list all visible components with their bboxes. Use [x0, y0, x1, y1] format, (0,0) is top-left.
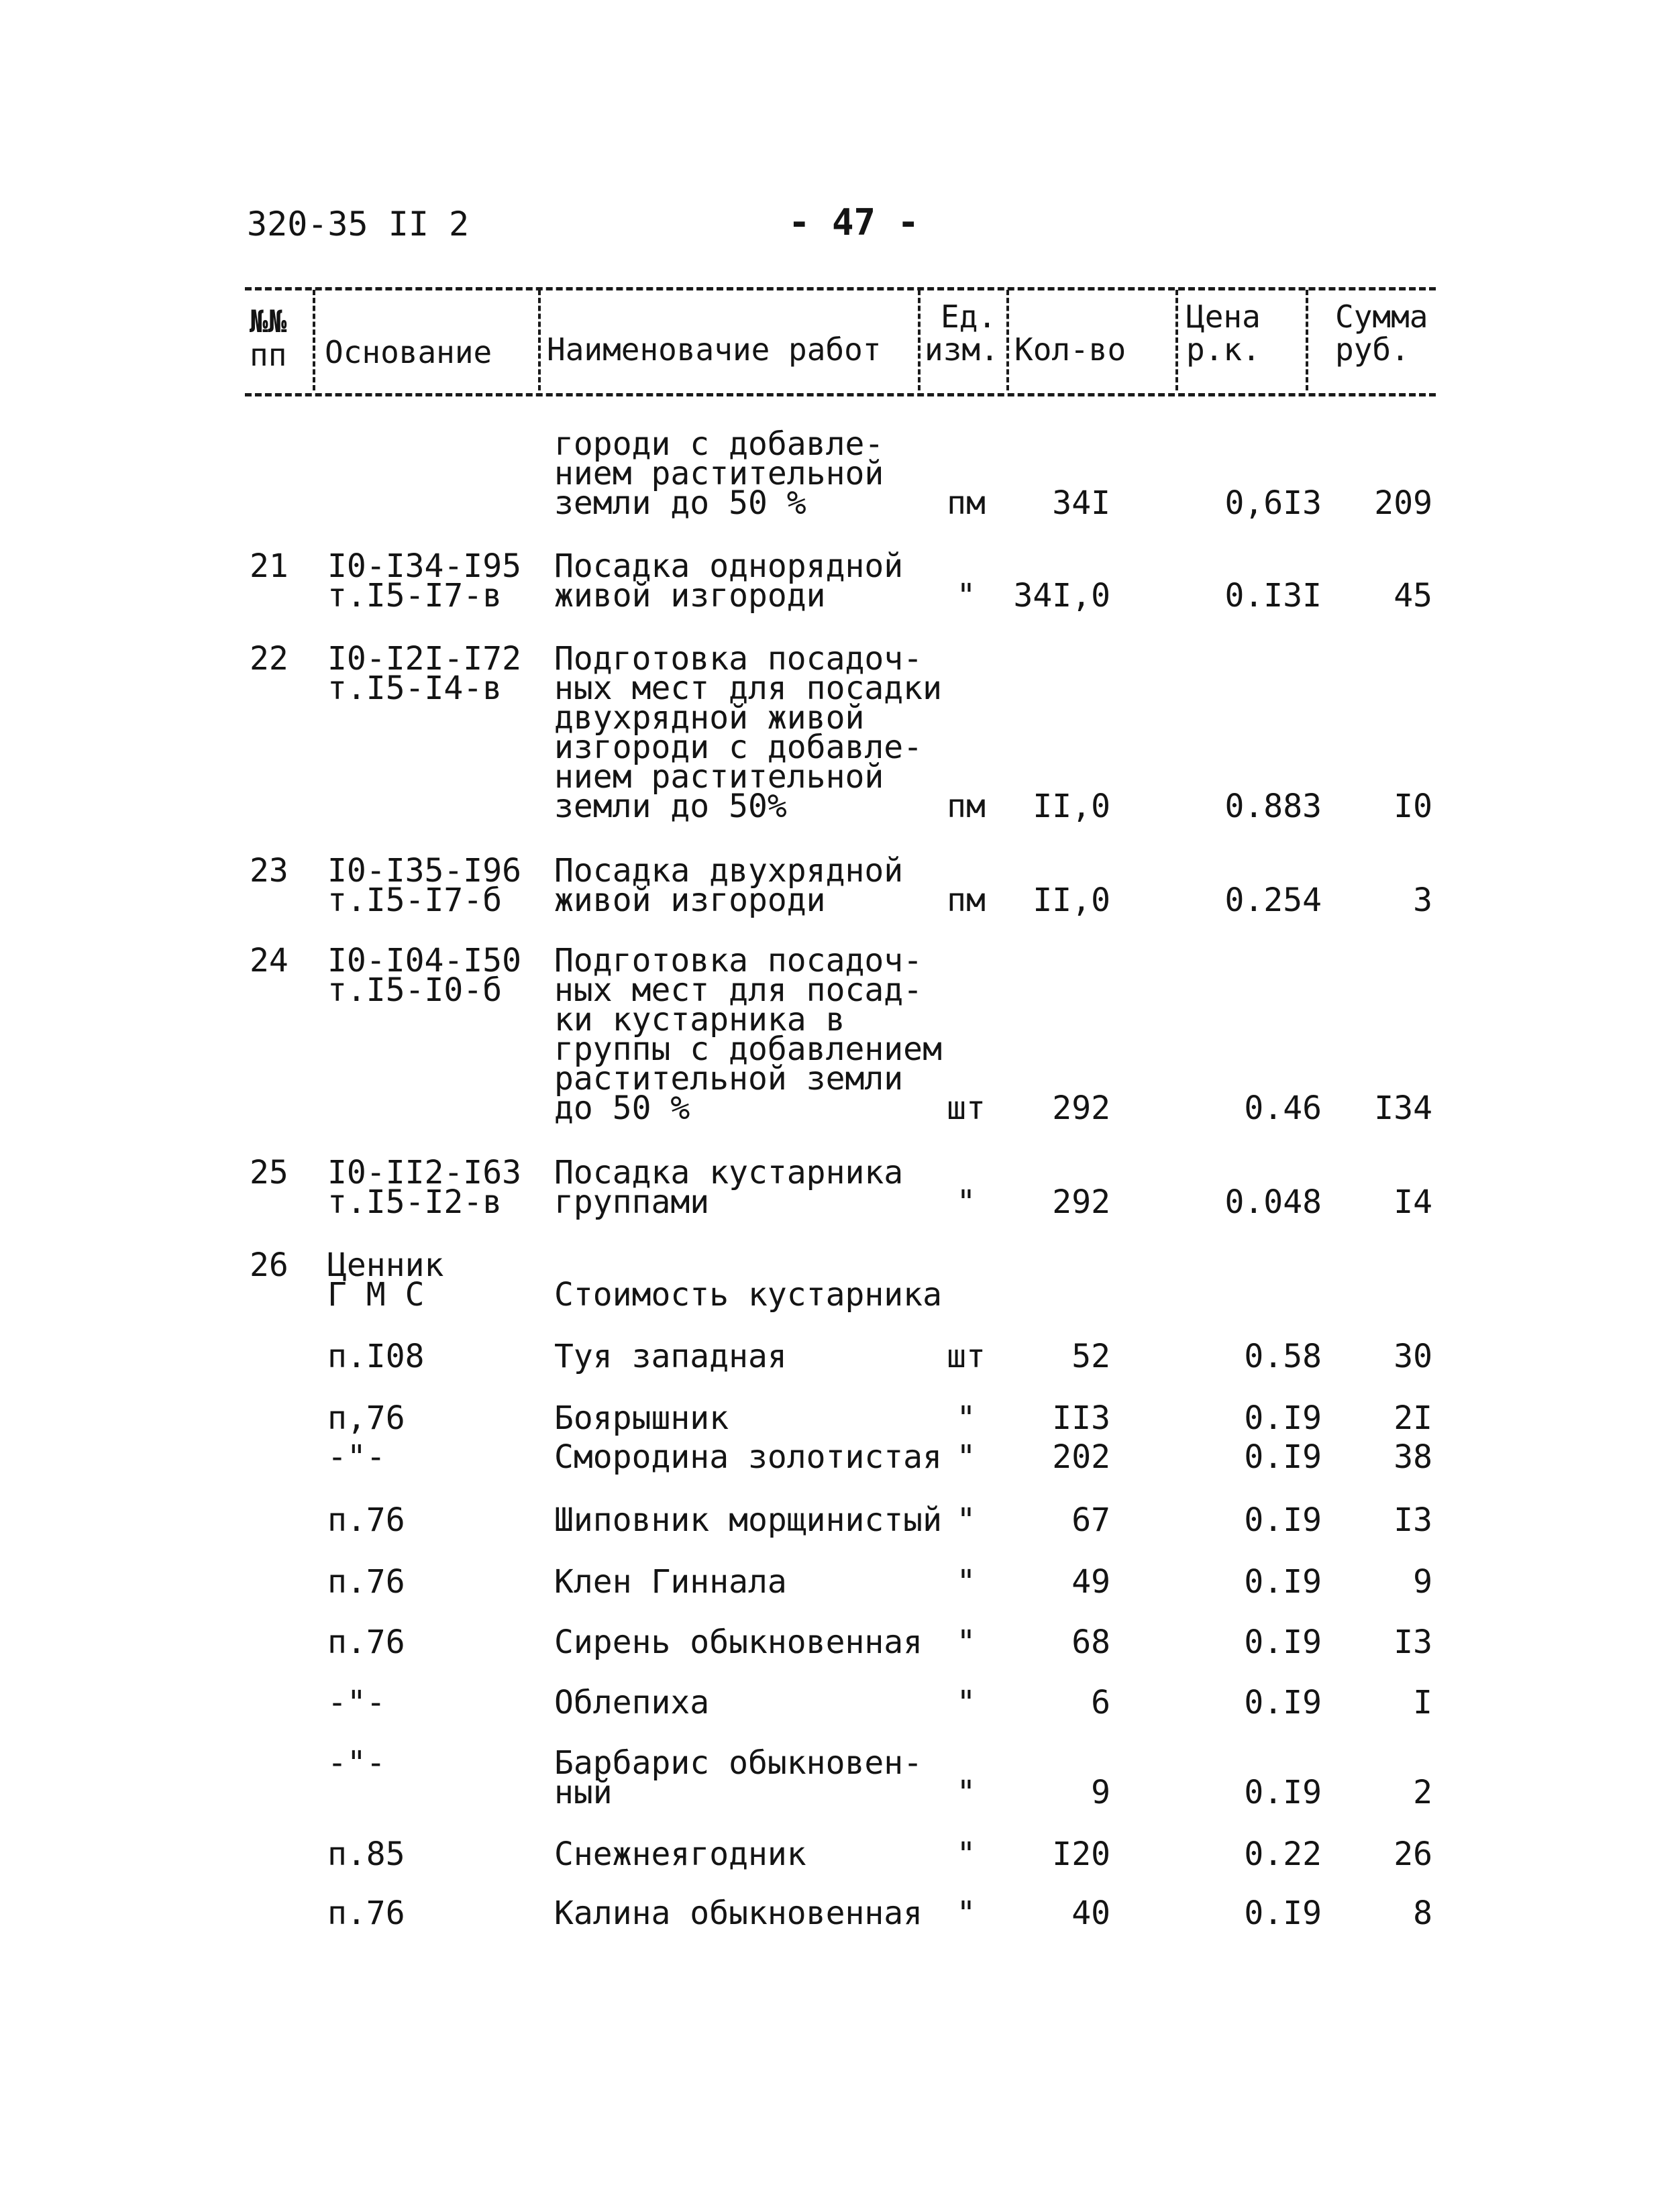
row-7-sum: 30	[1394, 1338, 1432, 1375]
row-12-basis: п.76	[327, 1623, 405, 1661]
row-5-qty: 292	[1052, 1183, 1110, 1221]
header-num-line2: пп	[250, 337, 287, 373]
row-3-num: 23	[250, 852, 288, 890]
header-col-divider-3	[918, 290, 921, 390]
row-13-unit: "	[956, 1684, 976, 1721]
row-13-basis: -"-	[327, 1684, 386, 1721]
row-5-sum: I4	[1394, 1183, 1432, 1221]
row-4-name-line-1: Подготовка посадоч-	[554, 942, 923, 979]
row-9-sum: 38	[1394, 1438, 1432, 1476]
row-4-name-line-5: растительной земли	[554, 1060, 904, 1098]
row-4-basis-line-1: I0-I04-I50	[327, 942, 521, 979]
row-4-name-line-6: до 50 %	[554, 1089, 690, 1127]
row-4-num: 24	[250, 942, 288, 979]
header-bottom-rule	[245, 393, 1436, 396]
row-5-num: 25	[250, 1154, 288, 1191]
row-3-name-line-1: Посадка двухрядной	[554, 852, 904, 890]
row-1-name-line-1: Посадка однорядной	[554, 547, 904, 585]
row-2-name-line-1: Подготовка посадоч-	[554, 640, 923, 678]
row-5-name-line-2: группами	[554, 1183, 710, 1221]
row-3-sum: 3	[1413, 882, 1432, 919]
row-16-name: Калина обыкновенная	[554, 1895, 923, 1932]
row-1-unit: "	[956, 577, 976, 615]
row-1-qty: 34I,0	[1013, 577, 1110, 615]
row-2-sum: I0	[1394, 788, 1432, 825]
header-sum-line1: Сумма	[1335, 299, 1428, 335]
row-0-name-line-3: земли до 50 %	[554, 484, 806, 522]
header-col-divider-5	[1175, 290, 1178, 390]
row-8-name: Боярышник	[554, 1399, 729, 1437]
row-9-price: 0.I9	[1244, 1438, 1322, 1476]
row-1-basis-line-2: т.I5-I7-в	[327, 577, 503, 615]
row-8-qty: II3	[1052, 1399, 1110, 1437]
row-1-sum: 45	[1394, 577, 1432, 615]
header-unit-line1: Ед.	[941, 299, 997, 335]
header-unit-line2: изм.	[925, 331, 999, 368]
row-9-name: Смородина золотистая	[554, 1438, 942, 1476]
row-4-name-line-3: ки кустарника в	[554, 1001, 845, 1038]
row-8-unit: "	[956, 1399, 976, 1437]
header-col-divider-6	[1306, 290, 1308, 390]
row-12-sum: I3	[1394, 1623, 1432, 1661]
row-6-num: 26	[250, 1246, 288, 1284]
row-9-basis: -"-	[327, 1438, 386, 1476]
row-12-name: Сирень обыкновенная	[554, 1623, 923, 1661]
row-15-qty: I20	[1052, 1835, 1110, 1873]
row-4-sum: I34	[1374, 1089, 1432, 1127]
row-14-name-line-1: Барбарис обыкновен-	[554, 1744, 923, 1782]
document-code: 320-35 II 2	[247, 205, 470, 244]
row-4-basis-line-2: т.I5-I0-б	[327, 971, 503, 1009]
row-0-sum: 209	[1374, 484, 1432, 522]
header-col-divider-2	[538, 290, 541, 390]
row-1-price: 0.I3I	[1224, 577, 1322, 615]
row-11-name: Клен Гиннала	[554, 1563, 787, 1601]
row-14-price: 0.I9	[1244, 1774, 1322, 1811]
row-3-unit: пм	[947, 882, 986, 919]
row-14-qty: 9	[1091, 1774, 1110, 1811]
row-0-name-line-1: городи с добавле-	[554, 425, 884, 463]
row-16-qty: 40	[1071, 1895, 1110, 1932]
header-col-divider-4	[1006, 290, 1009, 390]
row-5-unit: "	[956, 1183, 976, 1221]
row-7-unit: шт	[947, 1338, 986, 1375]
row-7-basis: п.I08	[327, 1338, 425, 1375]
row-2-name-line-6: земли до 50%	[554, 788, 787, 825]
row-5-name-line-1: Посадка кустарника	[554, 1154, 904, 1191]
row-2-name-line-5: нием растительной	[554, 758, 884, 796]
row-15-price: 0.22	[1244, 1835, 1322, 1873]
row-2-qty: II,0	[1033, 788, 1110, 825]
row-4-qty: 292	[1052, 1089, 1110, 1127]
header-basis: Основание	[325, 334, 492, 370]
row-2-basis-line-1: I0-I2I-I72	[327, 640, 521, 678]
row-11-basis: п.76	[327, 1563, 405, 1601]
row-15-basis: п.85	[327, 1835, 405, 1873]
row-1-basis-line-1: I0-I34-I95	[327, 547, 521, 585]
row-9-unit: "	[956, 1438, 976, 1476]
row-12-qty: 68	[1071, 1623, 1110, 1661]
header-price-line2: р.к.	[1186, 331, 1261, 368]
row-10-unit: "	[956, 1501, 976, 1539]
row-15-name: Снежнеягодник	[554, 1835, 806, 1873]
row-5-basis-line-1: I0-II2-I63	[327, 1154, 521, 1191]
header-col-divider-1	[313, 290, 315, 390]
row-2-name-line-4: изгороди с добавле-	[554, 729, 923, 766]
row-3-basis-line-2: т.I5-I7-б	[327, 882, 503, 919]
row-5-basis-line-2: т.I5-I2-в	[327, 1183, 503, 1221]
row-13-sum: I	[1413, 1684, 1432, 1721]
row-15-sum: 26	[1394, 1835, 1432, 1873]
row-2-basis-line-2: т.I5-I4-в	[327, 670, 503, 707]
page-number: - 47 -	[788, 201, 920, 244]
header-sum-line2: руб.	[1335, 331, 1410, 368]
header-top-rule	[245, 287, 1436, 290]
row-7-price: 0.58	[1244, 1338, 1322, 1375]
row-1-num: 21	[250, 547, 288, 585]
row-6-name-line-2: Стоимость кустарника	[554, 1276, 942, 1314]
row-16-sum: 8	[1413, 1895, 1432, 1932]
header-num-line1: №№	[250, 303, 287, 339]
row-3-name-line-2: живой изгороди	[554, 882, 826, 919]
row-12-unit: "	[956, 1623, 976, 1661]
row-10-sum: I3	[1394, 1501, 1432, 1539]
row-11-unit: "	[956, 1563, 976, 1601]
row-2-price: 0.883	[1224, 788, 1322, 825]
row-3-price: 0.254	[1224, 882, 1322, 919]
row-2-num: 22	[250, 640, 288, 678]
row-8-sum: 2I	[1394, 1399, 1432, 1437]
row-14-sum: 2	[1413, 1774, 1432, 1811]
row-13-price: 0.I9	[1244, 1684, 1322, 1721]
row-14-unit: "	[956, 1774, 976, 1811]
row-14-basis: -"-	[327, 1744, 386, 1782]
row-14-name-line-2: ный	[554, 1774, 613, 1811]
header-work-name: Наименовачие работ	[547, 331, 882, 368]
row-10-qty: 67	[1071, 1501, 1110, 1539]
row-2-unit: пм	[947, 788, 986, 825]
row-0-qty: 34I	[1052, 484, 1110, 522]
row-9-qty: 202	[1052, 1438, 1110, 1476]
row-8-price: 0.I9	[1244, 1399, 1322, 1437]
row-10-basis: п.76	[327, 1501, 405, 1539]
row-11-qty: 49	[1071, 1563, 1110, 1601]
row-1-name-line-2: живой изгороди	[554, 577, 826, 615]
row-4-name-line-4: группы с добавлением	[554, 1030, 942, 1068]
row-16-price: 0.I9	[1244, 1895, 1322, 1932]
row-0-unit: пм	[947, 484, 986, 522]
row-12-price: 0.I9	[1244, 1623, 1322, 1661]
row-6-basis-line-2: Г М С	[327, 1276, 425, 1314]
row-16-basis: п.76	[327, 1895, 405, 1932]
row-2-name-line-2: ных мест для посадки	[554, 670, 942, 707]
row-13-name: Облепиха	[554, 1684, 710, 1721]
row-11-sum: 9	[1413, 1563, 1432, 1601]
row-0-price: 0,6I3	[1224, 484, 1322, 522]
row-5-price: 0.048	[1224, 1183, 1322, 1221]
header-qty: Кол-во	[1014, 331, 1126, 368]
row-0-name-line-2: нием растительной	[554, 455, 884, 492]
row-2-name-line-3: двухрядной живой	[554, 699, 865, 737]
row-3-qty: II,0	[1033, 882, 1110, 919]
row-7-qty: 52	[1071, 1338, 1110, 1375]
row-11-price: 0.I9	[1244, 1563, 1322, 1601]
row-4-unit: шт	[947, 1089, 986, 1127]
header-price-line1: Цена	[1186, 299, 1261, 335]
row-4-price: 0.46	[1244, 1089, 1322, 1127]
row-16-unit: "	[956, 1895, 976, 1932]
row-6-basis-line-1: Ценник	[327, 1246, 444, 1284]
row-10-price: 0.I9	[1244, 1501, 1322, 1539]
row-13-qty: 6	[1091, 1684, 1110, 1721]
row-10-name: Шиповник морщинистый	[554, 1501, 942, 1539]
row-3-basis-line-1: I0-I35-I96	[327, 852, 521, 890]
row-15-unit: "	[956, 1835, 976, 1873]
row-8-basis: п,76	[327, 1399, 405, 1437]
row-7-name: Туя западная	[554, 1338, 787, 1375]
row-4-name-line-2: ных мест для посад-	[554, 971, 923, 1009]
